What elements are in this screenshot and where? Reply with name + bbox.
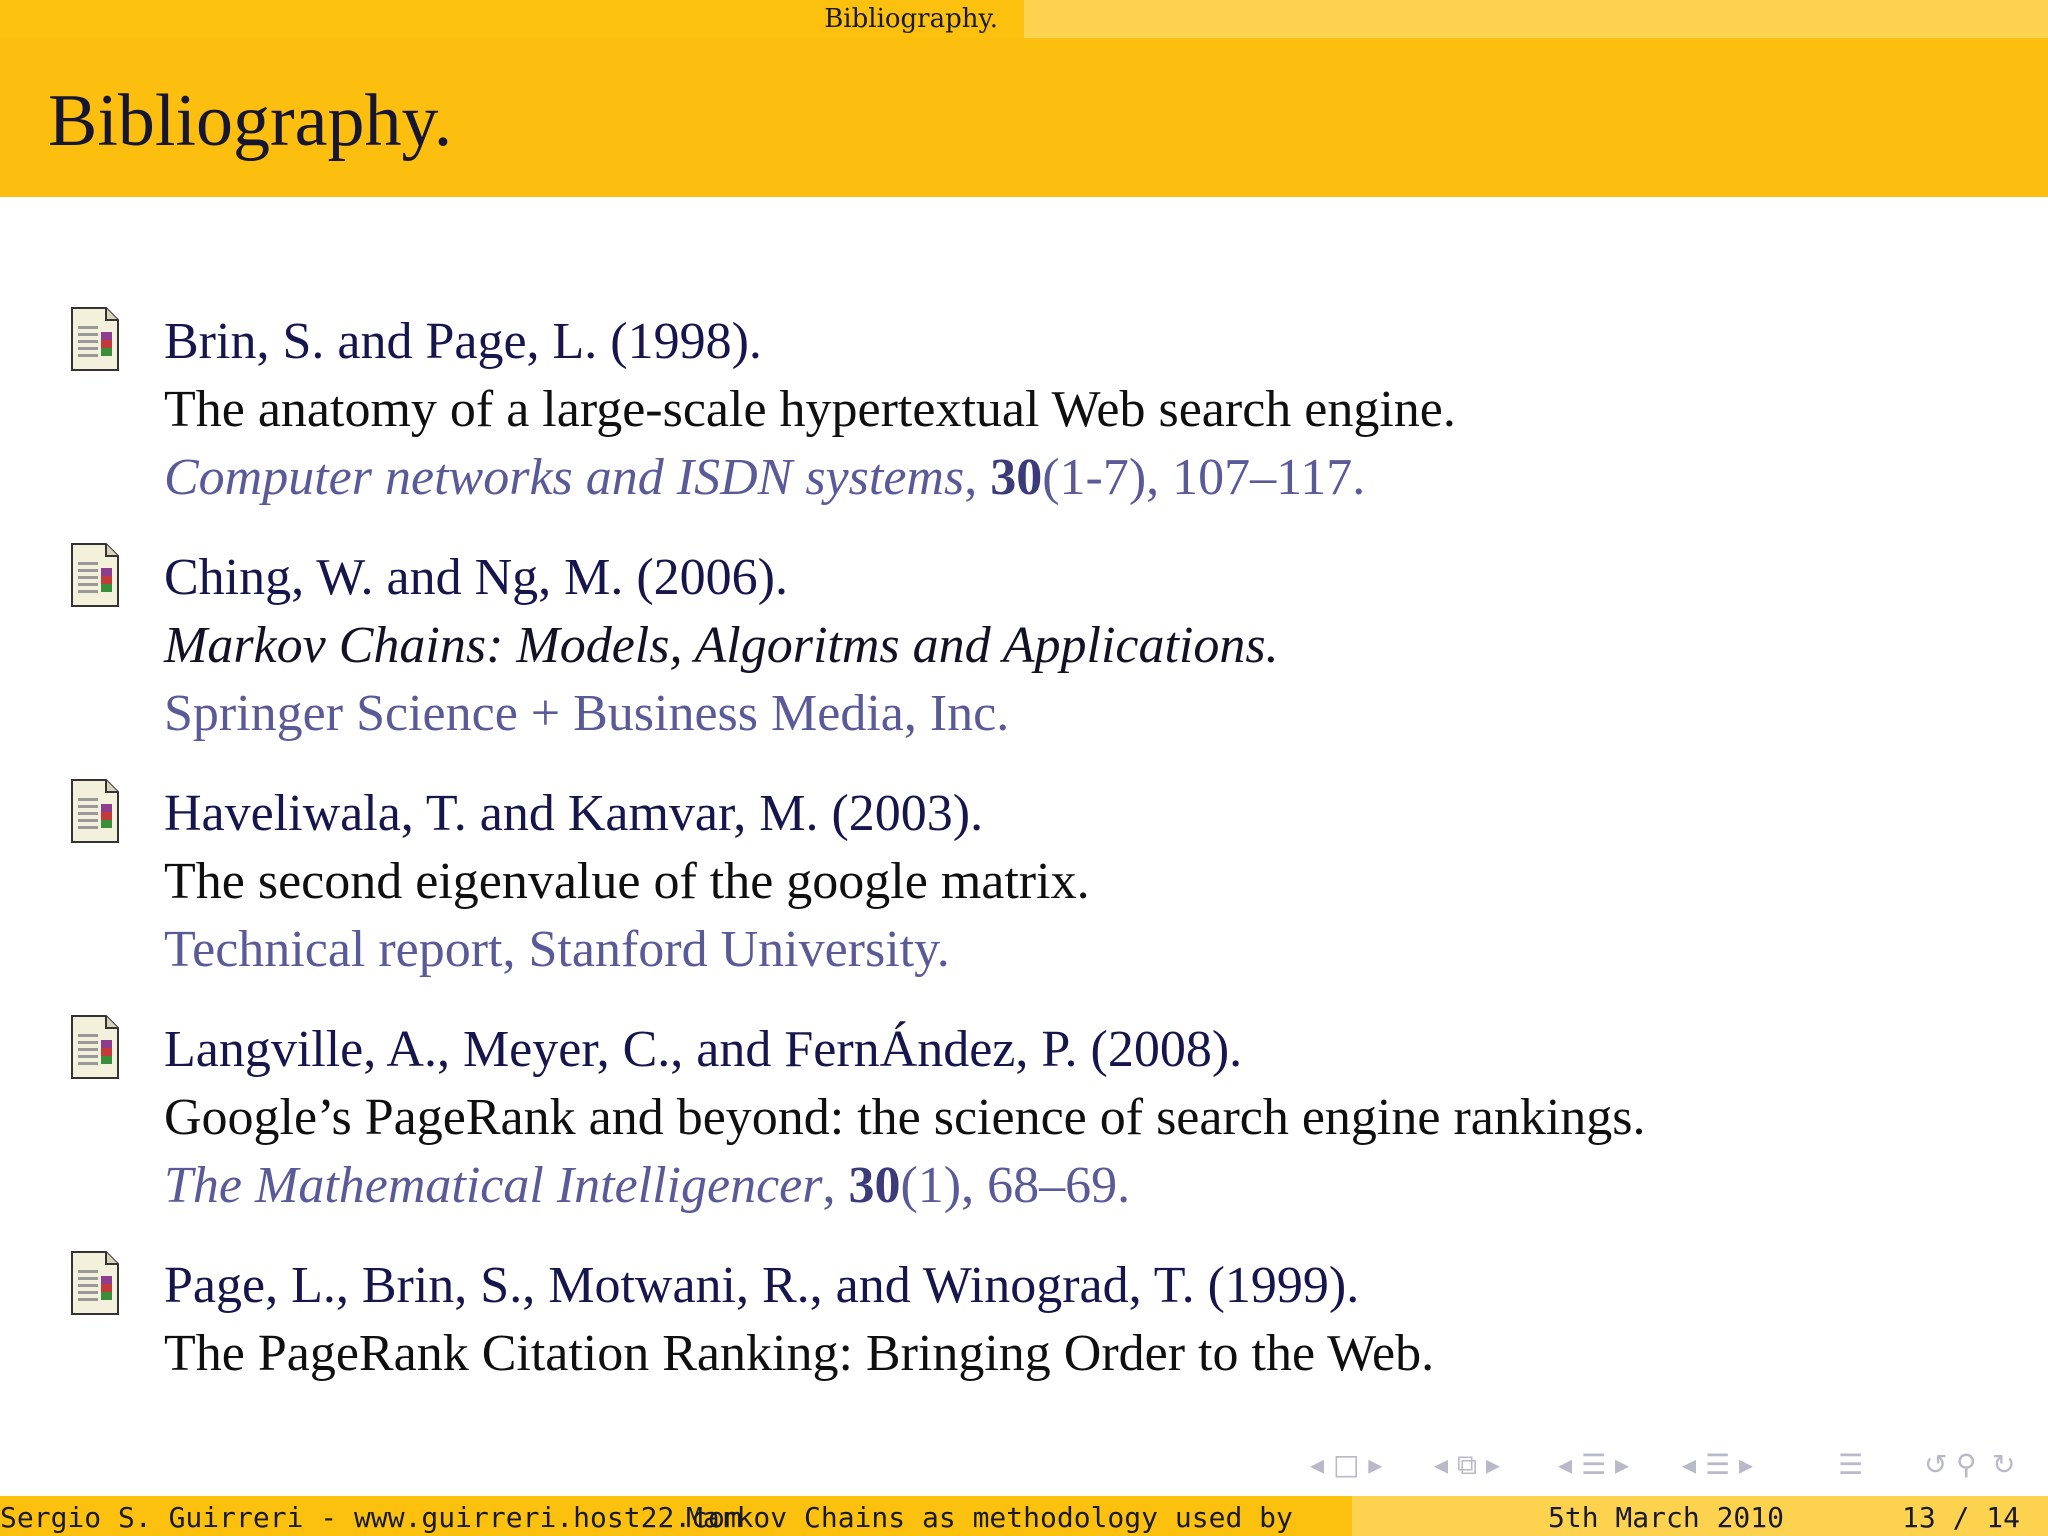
entry-journal: Computer networks and ISDN systems — [164, 449, 965, 506]
nav-frame-icon[interactable]: ◂ □ ▸ — [1310, 1448, 1383, 1481]
frame-title-bar — [0, 38, 2048, 197]
document-icon — [70, 1014, 120, 1080]
nav-align-icon[interactable]: ☰ — [1838, 1448, 1864, 1481]
entry-source — [164, 1157, 1131, 1214]
entry-title: The second eigenvalue of the google matrix. — [164, 853, 1090, 910]
entry-comma: , — [964, 449, 978, 506]
entry-publisher: Technical report, Stanford University. — [164, 921, 950, 978]
entry-authors: Brin, S. and Page, L. (1998). — [164, 313, 762, 370]
document-icon — [70, 542, 120, 608]
entry-source — [164, 449, 1366, 506]
entry-authors: Langville, A., Meyer, C., and FernÁndez, P. (2008). — [164, 1021, 1243, 1078]
frame-title: Bibliography. — [48, 80, 453, 162]
headline-bar — [0, 0, 2048, 38]
entry-title: Markov Chains: Models, Algoritms and Applications. — [164, 617, 1279, 674]
entry-issue-pages: (1-7), 107–117. — [1042, 449, 1366, 506]
entry-journal: The Mathematical Intelligencer — [164, 1157, 823, 1214]
document-icon — [70, 778, 120, 844]
section-nav — [0, 0, 1024, 38]
entry-authors: Page, L., Brin, S., Motwani, R., and Winograd, T. (1999). — [164, 1257, 1360, 1314]
entry-issue-pages: (1), 68–69. — [900, 1157, 1131, 1214]
footer-short-title: Markov Chains as methodology used by — [686, 1501, 1293, 1534]
nav-forward-icon[interactable]: ↻ — [1992, 1448, 2016, 1481]
nav-section-icon[interactable]: ◂ ☰ ▸ — [1558, 1448, 1630, 1481]
entry-authors: Haveliwala, T. and Kamvar, M. (2003). — [164, 785, 984, 842]
document-icon — [70, 306, 120, 372]
nav-back-icon[interactable]: ↺ — [1924, 1448, 1948, 1481]
entry-volume: 30 — [990, 449, 1043, 506]
footer-author: Sergio S. Guirreri - www.guirreri.host22.com — [0, 1501, 742, 1534]
nav-subsection-icon[interactable]: ◂ ⧉ ▸ — [1434, 1448, 1500, 1481]
document-icon — [70, 1250, 120, 1316]
nav-search-icon[interactable]: ⚲ — [1956, 1448, 1977, 1481]
entry-authors: Ching, W. and Ng, M. (2006). — [164, 549, 788, 606]
entry-volume: 30 — [848, 1157, 901, 1214]
footline — [0, 1496, 2048, 1536]
entry-title: The PageRank Citation Ranking: Bringing Order to the Web. — [164, 1325, 1435, 1382]
section-link[interactable]: Bibliography. — [824, 4, 998, 34]
nav-presentation-icon[interactable]: ◂ ☰ ▸ — [1682, 1448, 1754, 1481]
entry-publisher: Springer Science + Business Media, Inc. — [164, 685, 1010, 742]
entry-title: The anatomy of a large-scale hypertextual Web search engine. — [164, 381, 1456, 438]
footer-page-number: 13 / 14 — [1902, 1501, 2021, 1534]
entry-title: Google’s PageRank and beyond: the science of search engine rankings. — [164, 1089, 1646, 1146]
entry-comma: , — [822, 1157, 836, 1214]
footer-date: 5th March 2010 — [1548, 1501, 1785, 1534]
beamer-navigation — [1310, 1448, 2040, 1484]
